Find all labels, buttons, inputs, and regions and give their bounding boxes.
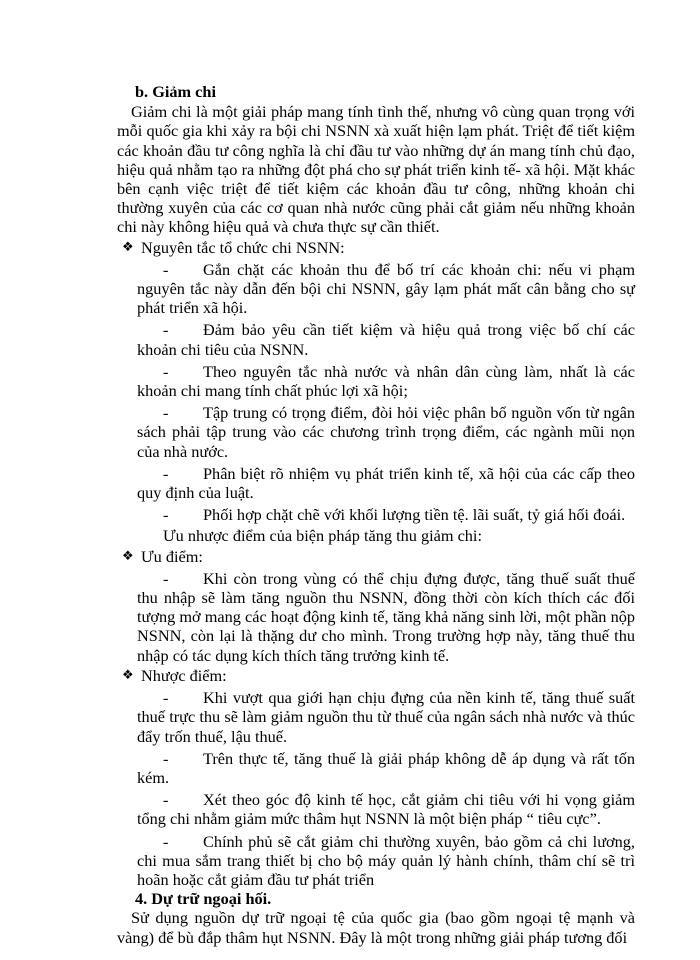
dash-bullet: - bbox=[163, 361, 169, 381]
list-item bbox=[117, 403, 635, 461]
diamond-bullet-icon: ❖ bbox=[122, 548, 134, 564]
list-item bbox=[117, 688, 635, 746]
list-item-text: Phối hợp chặt chẽ với khối lượng tiền tệ. lãi suất, tỷ giá hối đoái. bbox=[203, 505, 626, 525]
cons-title: Nhược điểm: bbox=[141, 665, 227, 685]
list-item-text: Gắn chặt các khoản thu để bố trí các khoản chi: nếu vi phạm nguyên tắc này dẫn đến bội chi NSNN, gây lạm phát mất cân bằng cho sự phát triển xã hội. bbox=[137, 259, 635, 318]
pros-cons-intro: Ưu nhược điểm của biện pháp tăng thu giảm chi: bbox=[163, 526, 482, 546]
list-item bbox=[117, 260, 635, 318]
document-page bbox=[117, 82, 635, 947]
list-item-text: Phân biệt rõ nhiệm vụ phát triển kinh tế, xã hội của các cấp theo quy định của luật. bbox=[137, 463, 635, 503]
list-item bbox=[117, 505, 635, 524]
list-item-text: Xét theo góc độ kinh tế học, cắt giảm chi tiêu với hi vọng giảm tổng chi nhằm giảm mức thâm hụt NSNN là một biện pháp “ tiêu cực”. bbox=[137, 790, 635, 829]
list-item-text: Khi vượt qua giới hạn chịu đựng của nền kinh tế, tăng thuế suất thuế trực thu sẽ làm giảm nguồn thu từ thuế của ngân sách nhà nước và thúc đẩy trốn thuế, lậu thuế. bbox=[137, 688, 635, 746]
list-item bbox=[117, 320, 635, 358]
principles-heading bbox=[117, 238, 635, 257]
list-item-text: Tập trung có trọng điểm, đòi hỏi việc phân bổ nguồn vốn từ ngân sách phải tập trung vào các chương trình trọng điểm, các ngành mũi nọn của nhà nước. bbox=[137, 403, 635, 461]
list-item bbox=[117, 832, 635, 890]
pros-title: Ưu điểm: bbox=[141, 546, 203, 566]
principles-title: Nguyên tắc tổ chức chi NSNN: bbox=[141, 237, 345, 257]
dash-bullet: - bbox=[163, 320, 169, 340]
list-item-text: Khi còn trong vùng có thể chịu đựng được, tăng thuế suất thuế thu nhập sẽ làm tăng nguồn thu NSNN, đồng thời còn kích thích các đối tượng mở mang các hoạt động kinh tế, tăng khả năng sinh lời, một phần nộp NSNN, còn lại là thặng dư cho mình. Trong trường hợp này, tăng thuế thu nhập có tác dụng kích thích tăng trưởng kinh tế. bbox=[137, 568, 635, 665]
dash-bullet: - bbox=[163, 568, 169, 588]
intro-paragraph: Giảm chi là một giải pháp mang tính tình thế, nhưng vô cùng quan trọng với mỗi quốc gia khi xảy ra bội chi NSNN xà xuất hiện lạm phát. Triệt để tiết kiệm các khoản đầu tư công nghĩa là chỉ đầu tư vào những dự án mang tính chủ đạo, hiệu quả nhằm tạo ra những đột phá cho sự phát triển kinh tế- xã hội. Mặt khác bên cạnh việc triệt để tiết kiệm các khoản đầu tư công, những khoản chi thường xuyên của các cơ quan nhà nước cũng phải cắt giảm nếu những khoản chi này không hiệu quả và chưa thực sự cần thiết. bbox=[117, 102, 635, 237]
list-item bbox=[117, 790, 635, 828]
dash-bullet: - bbox=[163, 831, 169, 851]
list-item bbox=[117, 464, 635, 502]
heading-du-tru-ngoai-hoi: 4. Dự trữ ngoại hối. bbox=[135, 889, 272, 909]
list-item-text: Chính phủ sẽ cắt giảm chi thường xuyên, bảo gồm cả chi lương, chi mua sắm trang thiết bị cho bộ máy quản lý hành chính, thâm chí sẽ trì hoãn hoặc cắt giảm đầu tư phát triển bbox=[137, 831, 635, 889]
pros-heading bbox=[117, 547, 635, 566]
dash-bullet: - bbox=[163, 748, 169, 768]
list-item-text: Đảm bảo yêu cần tiết kiệm và hiệu quả trong việc bố chí các khoản chi tiêu của NSNN. bbox=[137, 320, 635, 359]
dash-bullet: - bbox=[163, 790, 169, 810]
heading-giam-chi: b. Giảm chi bbox=[135, 82, 216, 101]
diamond-bullet-icon: ❖ bbox=[122, 239, 134, 255]
dash-bullet: - bbox=[163, 259, 169, 279]
dash-bullet: - bbox=[163, 403, 169, 423]
dash-bullet: - bbox=[163, 505, 169, 525]
dash-bullet: - bbox=[163, 463, 169, 483]
diamond-bullet-icon: ❖ bbox=[122, 667, 134, 683]
list-item bbox=[117, 569, 635, 665]
list-item bbox=[117, 362, 635, 400]
list-item-text: Theo nguyên tắc nhà nước và nhân dân cùng làm, nhất là các khoản chi mang tính chất phúc lợi xã hội; bbox=[137, 361, 635, 401]
list-item bbox=[117, 749, 635, 787]
dash-bullet: - bbox=[163, 688, 169, 708]
list-item-text: Trên thực tế, tăng thuế là giải pháp không dễ áp dụng và rất tốn kém. bbox=[137, 748, 635, 787]
cons-heading bbox=[117, 666, 635, 685]
reserve-paragraph: Sử dụng nguồn dự trữ ngoại tệ của quốc gia (bao gồm ngoại tệ mạnh và vàng) để bù đắp thâm hụt NSNN. Đây là một trong những giải pháp tương đối bbox=[117, 908, 635, 947]
